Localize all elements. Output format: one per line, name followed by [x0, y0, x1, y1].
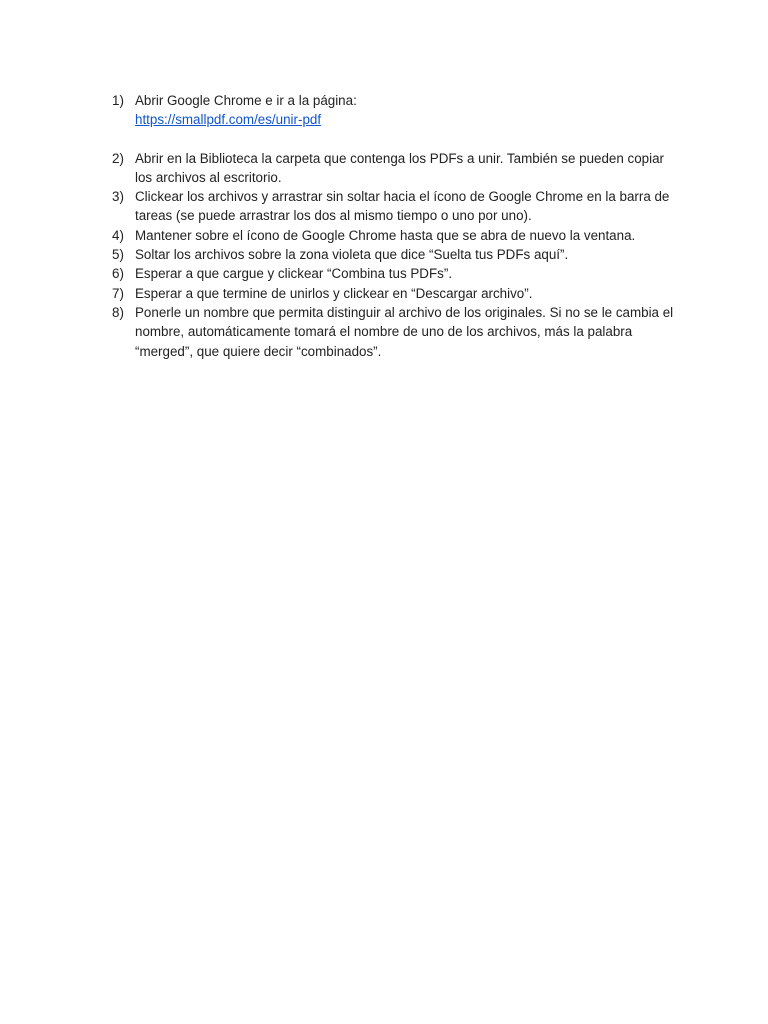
step-number: 5)	[112, 247, 124, 263]
step-number: 7)	[112, 285, 124, 301]
step-number: 3)	[112, 189, 124, 205]
step-item-7	[112, 284, 682, 303]
step-text: Esperar a que cargue y clickear “Combina tus PDFs”.	[135, 266, 453, 282]
step-text: Abrir en la Biblioteca la carpeta que contenga los PDFs a unir. También se pueden copiar los archivos al escritorio.	[135, 150, 665, 185]
step-item-3	[112, 187, 682, 226]
step-link-line	[135, 110, 682, 129]
step-number: 8)	[112, 304, 124, 320]
step-item-6	[112, 264, 682, 283]
step-text: Ponerle un nombre que permita distinguir al archivo de los originales. Si no se le cambia el nombre, automáticamente tomará el nombre de uno de los archivos, más la palabra “merged”, que quiere decir “combinados”.	[135, 304, 674, 359]
step-item-8	[112, 303, 682, 361]
smallpdf-link[interactable]: https://smallpdf.com/es/unir-pdf	[135, 112, 322, 128]
step-text: Esperar a que termine de unirlos y clickear en “Descargar archivo”.	[135, 285, 533, 301]
step-number: 6)	[112, 266, 124, 282]
step-item-1	[112, 91, 682, 130]
step-item-5	[112, 245, 682, 264]
step-text: Mantener sobre el ícono de Google Chrome hasta que se abra de nuevo la ventana.	[135, 227, 636, 243]
step-item-4	[112, 226, 682, 245]
step-text: Abrir Google Chrome e ir a la página:	[135, 93, 357, 108]
step-number: 2)	[112, 150, 124, 166]
steps-list	[112, 91, 682, 361]
step-number: 4)	[112, 227, 124, 243]
step-text: Soltar los archivos sobre la zona violeta que dice “Suelta tus PDFs aquí”.	[135, 247, 569, 263]
step-text: Clickear los archivos y arrastrar sin soltar hacia el ícono de Google Chrome en la barra de tareas (se puede arrastrar los dos al mismo tiempo o uno por uno).	[135, 189, 670, 224]
step-number: 1)	[112, 93, 124, 108]
step-item-2	[112, 149, 682, 188]
step-body	[135, 91, 682, 130]
